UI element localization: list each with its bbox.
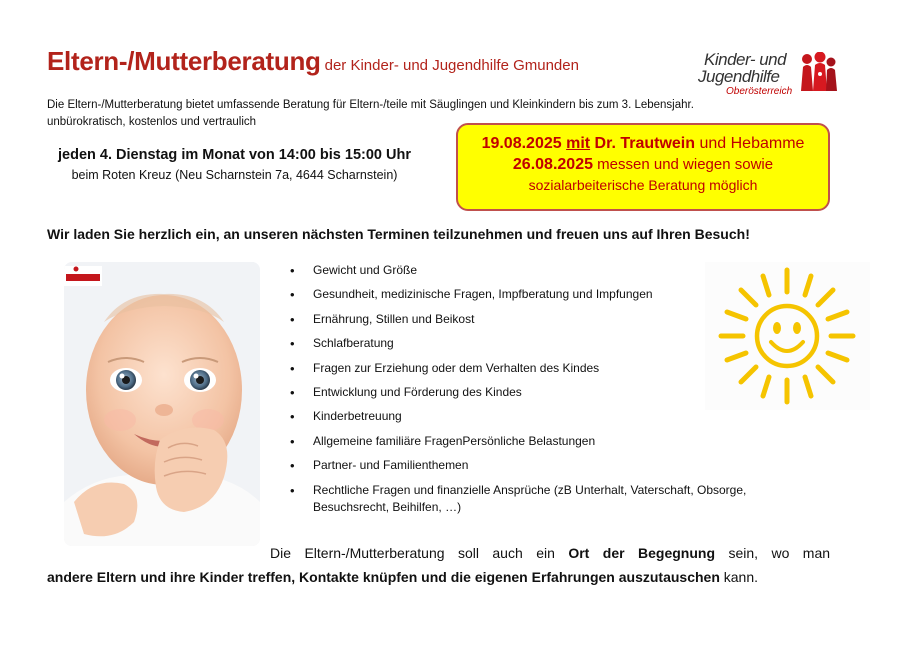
invitation-text: Wir laden Sie herzlich ein, an unseren nächsten Terminen teilzunehmen und freuen uns auf Ihren Besuch! [47, 226, 750, 242]
logo-figures-icon [798, 52, 838, 92]
list-item: • Rechtliche Fragen und finanzielle Ansprüche (zB Unterhalt, Vaterschaft, Obsorge, Besuchsrecht, Beihilfen, …) [290, 482, 790, 516]
list-item: • Schlafberatung [290, 335, 790, 352]
logo-line-1: Kinder- und [704, 50, 787, 69]
logo-line-2: Jugendhilfe [698, 67, 780, 86]
schedule-where: beim Roten Kreuz (Neu Scharnstein 7a, 4644 Scharnstein) [71, 168, 398, 182]
closing-line-1 [47, 541, 830, 565]
list-item: • Gewicht und Größe [290, 262, 790, 279]
list-item: • Entwicklung und Förderung des Kindes [290, 384, 790, 401]
intro-text: Die Eltern-/Mutterberatung bietet umfassende Beratung für Eltern-/teile mit Säuglingen und Kleinkindern bis zum 3. Lebensjahr. unbürokratisch, kostenlos und vertraulich [47, 99, 694, 128]
title-subtitle: der Kinder- und Jugendhilfe Gmunden [324, 57, 579, 74]
date-line-3: sozialarbeiterische Beratung möglich [528, 177, 758, 193]
list-item: • Allgemeine familiäre FragenPersönliche Belastungen [290, 433, 790, 450]
closing-part-2: sein, wo man [728, 545, 831, 561]
closing-line-2 [47, 565, 830, 589]
schedule-block [47, 147, 447, 182]
title-main: Eltern-/Mutterberatung [47, 46, 321, 76]
date-1-rest: und Hebamme [699, 135, 805, 152]
smiling-sun-icon [705, 262, 870, 410]
date-1-mit: mit [566, 135, 591, 152]
page-title [47, 46, 579, 77]
dates-highlight-box [456, 123, 830, 211]
logo-line-3: Oberösterreich [726, 86, 793, 97]
organization-logo [698, 50, 838, 100]
closing-bold-2: andere Eltern und ihre Kinder treffen, Kontakte knüpfen und die eigenen Erfahrungen auszutauschen [47, 569, 720, 585]
date-1-doctor: Dr. Trautwein [594, 135, 696, 152]
date-2: 26.08.2025 [512, 156, 593, 173]
list-item: • Gesundheit, medizinische Fragen, Impfberatung und Impfungen [290, 286, 790, 303]
date-1: 19.08.2025 [481, 135, 562, 152]
baby-photo [64, 262, 260, 546]
date-line-2 [458, 156, 828, 174]
closing-part-3: kann. [723, 569, 759, 585]
closing-paragraph [47, 541, 830, 589]
list-item: • Ernährung, Stillen und Beikost [290, 311, 790, 328]
closing-part-1: Die Eltern-/Mutterberatung soll auch ein [270, 545, 555, 561]
list-item: • Kinderbetreuung [290, 408, 790, 425]
list-item: • Partner- und Familienthemen [290, 457, 790, 474]
schedule-when: jeden 4. Dienstag im Monat von 14:00 bis 15:00 Uhr [58, 147, 411, 163]
date-line-1 [458, 135, 828, 153]
date-2-rest: messen und wiegen sowie [597, 156, 774, 173]
list-item: • Fragen zur Erziehung oder dem Verhalten des Kindes [290, 360, 790, 377]
closing-bold-1: Ort der Begegnung [568, 545, 715, 561]
